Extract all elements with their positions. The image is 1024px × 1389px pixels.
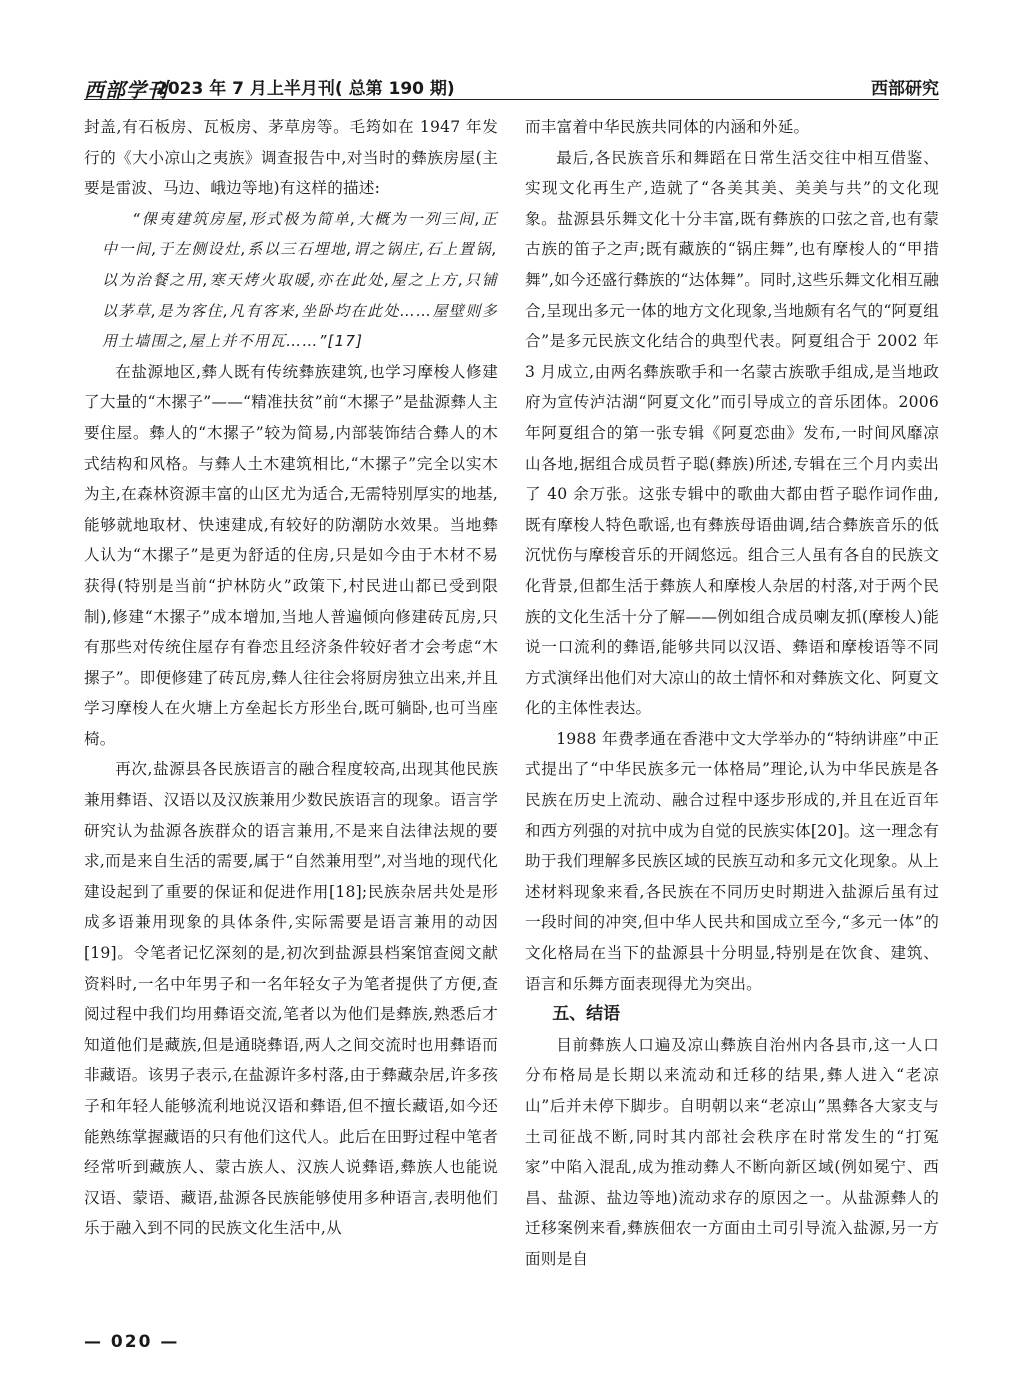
- paragraph: 最后,各民族音乐和舞蹈在日常生活交往中相互借鉴、实现文化再生产,造就了“各美其美、美美与共”的文化现象。盐源县乐舞文化十分丰富,既有彝族的口弦之音,也有蒙古族的笛子之声;既有藏族的“锅庄舞”,也有摩梭人的“甲措舞”,如今还盛行彝族的“达体舞”。同时,这些乐舞文化相互融合,呈现出多元一体的地方文化现象,当地颇有名气的“阿夏组合”是多元民族文化结合的典型代表。阿夏组合于 2002 年 3 月成立,由两名彝族歌手和一名蒙古族歌手组成,是当地政府为宣传泸沽湖“阿夏文化”而引导成立的音乐团体。2006 年阿夏组合的第一张专辑《阿夏恋曲》发布,一时间风靡凉山各地,据组合成员哲子聪(彝族)所述,专辑在三个月内卖出了 40 余万张。这张专辑中的歌曲大都由哲子聪作词作曲,既有摩梭人特色歌谣,也有彝族母语曲调,结合彝族音乐的低沉忧伤与摩梭音乐的开阔悠远。组合三人虽有各自的民族文化背景,但都生活于彝族人和摩梭人杂居的村落,对于两个民族的文化生活十分了解——例如组合成员喇友抓(摩梭人)能说一口流利的彝语,能够共同以汉语、彝语和摩梭语等不同方式演绎出他们对大凉山的故土情怀和对彝族文化、阿夏文化的主体性表达。: [525, 148, 939, 718]
- section-heading: 五、结语: [552, 1004, 621, 1025]
- page-number: — 020 —: [84, 1332, 180, 1352]
- paragraph: 在盐源地区,彝人既有传统彝族建筑,也学习摩梭人修建了大量的“木摞子”——“精准扶贫”前“木摞子”是盐源彝人主要住屋。彝人的“木摞子”较为简易,内部装饰结合彝人的木式结构和风格。与彝人土木建筑相比,“木摞子”完全以实木为主,在森林资源丰富的山区尤为适合,无需特别厚实的地基,能够就地取材、快速建成,有较好的防潮防水效果。当地彝人认为“木摞子”是更为舒适的住房,只是如今由于木材不易获得(特别是当前“护林防火”政策下,村民进山都已受到限制),修建“木摞子”成本增加,当地人普遍倾向修建砖瓦房,只有那些对传统住屋存有眷恋且经济条件较好者才会考虑“木摞子”。即便修建了砖瓦房,彝人往往会将厨房独立出来,并且学习摩梭人在火塘上方垒起长方形坐台,既可躺卧,也可当座椅。: [84, 362, 498, 748]
- right-column: [525, 112, 939, 1275]
- running-header: [84, 72, 939, 102]
- header-rule: [84, 99, 939, 100]
- paragraph: 再次,盐源县各民族语言的融合程度较高,出现其他民族兼用彝语、汉语以及汉族兼用少数民族语言的现象。语言学研究认为盐源各族群众的语言兼用,不是来自法律法规的要求,而是来自生活的需要,属于“自然兼用型”,对当地的现代化建设起到了重要的保证和促进作用[18];民族杂居共处是形成多语兼用现象的具体条件,实际需要是语言兼用的动因[19]。令笔者记忆深刻的是,初次到盐源县档案馆查阅文献资料时,一名中年男子和一名年轻女子为笔者提供了方便,查阅过程中我们均用彝语交流,笔者以为他们是彝族,熟悉后才知道他们是藏族,但是通晓彝语,两人之间交流时也用彝语而非藏语。该男子表示,在盐源许多村落,由于彝藏杂居,许多孩子和年轻人能够流利地说汉语和彝语,但不擅长藏语,如今还能熟练掌握藏语的只有他们这代人。此后在田野过程中笔者经常听到藏族人、蒙古族人、汉族人说彝语,彝族人也能说汉语、蒙语、藏语,盐源各民族能够使用多种语言,表明他们乐于融入到不同的民族文化生活中,从: [84, 760, 498, 1238]
- paragraph: 目前彝族人口遍及凉山彝族自治州内各县市,这一人口分布格局是长期以来流动和迁移的结果,彝人进入“老凉山”后并未停下脚步。自明朝以来“老凉山”黑彝各大家支与土司征战不断,同时其内部社会秩序在时常发生的“打冤家”中陷入混乱,成为推动彝人不断向新区域(例如冕宁、西昌、盐源、盐边等地)流动求存的原因之一。从盐源彝人的迁移案例来看,彝族佃农一方面由土司引导流入盐源,另一方面则是自: [525, 1035, 939, 1268]
- journal-logo: 西部学刊: [84, 80, 168, 102]
- paragraph: 而丰富着中华民族共同体的内涵和外延。: [525, 118, 810, 136]
- paragraph: 1988 年费孝通在香港中文大学举办的“特纳讲座”中正式提出了“中华民族多元一体格局”理论,认为中华民族是各民族在历史上流动、融合过程中逐步形成的,并且在近百年和西方列强的对抗中成为自觉的民族实体[20]。这一理念有助于我们理解多民族区域的民族互动和多元文化现象。从上述材料现象来看,各民族在不同历史时期进入盐源后虽有过一段时间的冲突,但中华人民共和国成立至今,“多元一体”的文化格局在当下的盐源县十分明显,特别是在饮食、建筑、语言和乐舞方面表现得尤为突出。: [525, 729, 939, 993]
- issue-info: 2023 年 7 月上半月刊( 总第 190 期): [156, 79, 455, 99]
- left-column: [84, 112, 498, 1244]
- paragraph: 封盖,有石板房、瓦板房、茅草房等。毛筠如在 1947 年发行的《大小凉山之夷族》调查报告中,对当时的彝族房屋(主要是雷波、马边、峨边等地)有这样的描述:: [84, 118, 498, 198]
- block-quote: “倮夷建筑房屋,形式极为简单,大概为一列三间,正中一间,于左侧设灶,系以三石埋地,谓之锅庄,石上置锅,以为治餐之用,寒天烤火取暖,亦在此处,屋之上方,只铺以茅草,是为客住,凡有客来,坐卧均在此处……屋壁则多用土墙围之,屋上并不用瓦……”[17]: [102, 209, 498, 351]
- section-title: 西部研究: [871, 79, 939, 99]
